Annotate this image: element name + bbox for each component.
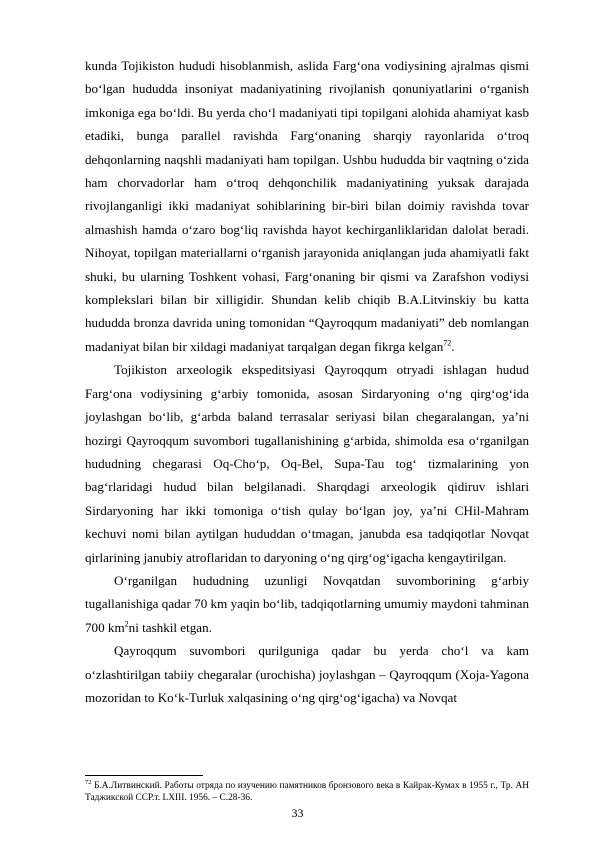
footnote-divider bbox=[85, 775, 203, 776]
paragraph-4-text: Qayroqqum suvombori qurilguniga qadar bu yerda cho‘l va kam o‘zlashtirilgan tabiiy chegaralar (urochisha) joylashgan – Qayroqqum (Xoja-Yagona mozoridan to Ko‘k-Turluk xalqasining o‘ng qirg‘og‘igacha) va Novqat bbox=[85, 643, 529, 705]
footnote-text: Б.А.Литвинский. Работы отряда по изучению памятников бронзового века в Кайрак-Кумах в 1955 г., Тр. АН Таджикской ССР.т. LXIII. 1956. – С.28-36. bbox=[85, 781, 529, 804]
paragraph-3-text-after: ni tashkil etgan. bbox=[128, 619, 212, 635]
paragraph-2 bbox=[85, 358, 529, 569]
square-superscript: 2 bbox=[124, 619, 129, 629]
paragraph-2-text: Tojikiston arxeologik ekspeditsiyasi Qayroqqum otryadi ishlagan hudud Farg‘ona vodiysining g‘arbiy tomonida, asosan Sirdaryoning o‘ng qirg‘og‘ida joylashgan bo‘lib, g‘arbda baland terrasalar seriyasi bilan chegaralangan, ya’ni hozirgi Qayroqqum suvombori tugallanishining g‘arbida, shimolda esa o‘rganilgan hududning chegarasi Oq-Cho‘p, Oq-Bel, Supa-Tau tog‘ tizmalarining yon bag‘rlaridagi hudud bilan belgilanadi. Sharqdagi arxeologik qidiruv ishlari Sirdaryoning har ikki tomoniga o‘tish qulay bo‘lgan joy, ya’ni CHil-Mahram kechuvi nomi bilan aytilgan hududdan o‘tmagan, janubda esa tadqiqotlar Novqat qirlarining janubiy atroflaridan to daryoning o‘ng qirg‘og‘igacha kengaytirilgan. bbox=[85, 362, 529, 565]
page-body bbox=[85, 54, 529, 709]
footnote-reference: 72 bbox=[443, 338, 452, 348]
footnote bbox=[85, 780, 529, 804]
paragraph-1-tail: . bbox=[451, 338, 455, 354]
paragraph-1-text: kunda Tojikiston hududi hisoblanmish, aslida Farg‘ona vodiysining ajralmas qismi bo‘lgan hududda insoniyat madaniyatining rivojlanish qonuniyatlarini o‘rganish imkoniga ega bo‘ldi. Bu yerda cho‘l madaniyati tipi topilgani alohida ahamiyat kasb etadiki, bunga parallel ravishda Farg‘onaning sharqiy rayonlarida o‘troq dehqonlarning naqshli madaniyati ham topilgan. Ushbu hududda bir vaqtning o‘zida ham chorvadorlar ham o‘troq dehqonchilik madaniyatining yuksak darajada rivojlanganligi ikki madaniyat sohiblarining bir-biri bilan doimiy ravishda tovar almashish hamda o‘zaro bog‘liq ravishda hayot kechirganliklaridan dalolat beradi. Nihoyat, topilgan materiallarni o‘rganish jarayonida aniqlangan juda ahamiyatli fakt shuki, bu ularning Toshkent vohasi, Farg‘onaning bir qismi va Zarafshon vodiysi komplekslari bilan bir xilligidir. Shundan kelib chiqib B.A.Litvinskiy bu katta hududda bronza davrida uning tomonidan “Qayroqqum madaniyati” deb nomlangan madaniyat bilan bir xildagi madaniyat tarqalgan degan fikrga kelgan bbox=[85, 58, 529, 354]
paragraph-1 bbox=[85, 54, 529, 358]
paragraph-3 bbox=[85, 569, 529, 639]
page-number: 33 bbox=[291, 806, 304, 820]
paragraph-3-text-before: O‘rganilgan hududning uzunligi Novqatdan suvomborining g‘arbiy tugallanishiga qadar 70 km yaqin bo‘lib, tadqiqotlarning umumiy maydoni tahminan 700 km bbox=[85, 572, 529, 635]
footnote-mark: 72 bbox=[85, 778, 92, 786]
paragraph-4 bbox=[85, 639, 529, 709]
